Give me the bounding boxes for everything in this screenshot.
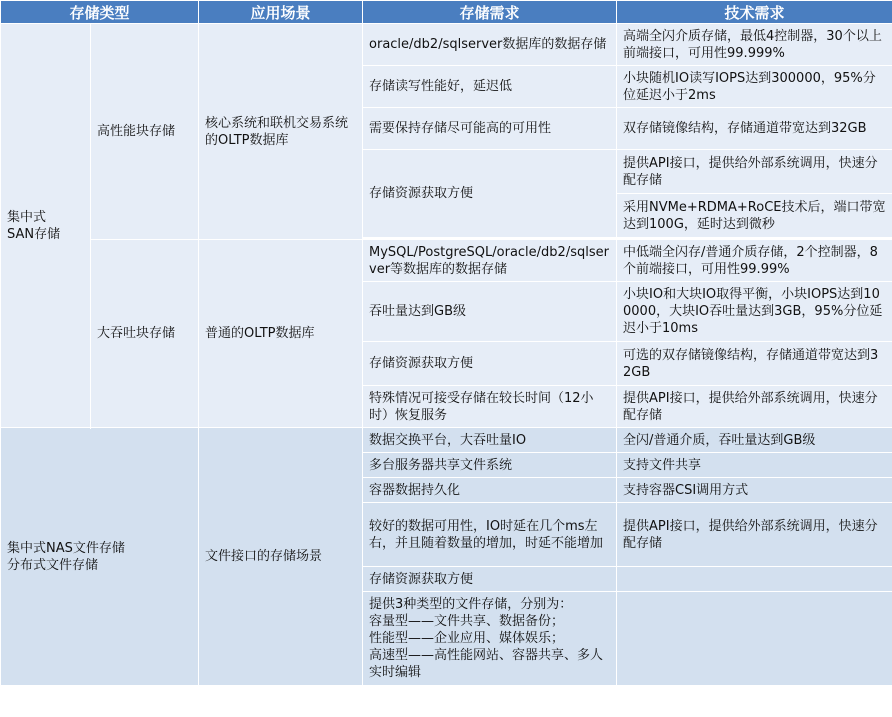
tech-need-cell: 支持容器CSI调用方式 [617, 478, 892, 503]
storage-need-cell: 存储资源获取方便 [363, 150, 617, 238]
tech-need-cell: 小块IO和大块IO取得平衡，小块IOPS达到100000，大块IO吞吐量达到3GB，95%分位延迟小于10ms [617, 282, 892, 342]
storage-type-cell: 集中式NAS文件存储 分布式文件存储 [1, 428, 199, 686]
tech-need-cell: 可选的双存储镜像结构，存储通道带宽达到32GB [617, 342, 892, 386]
scene-cell: 核心系统和联机交易系统的OLTP数据库 [199, 24, 363, 240]
storage-need-cell: 较好的数据可用性，IO时延在几个ms左右，并且随着数量的增加，时延不能增加 [363, 503, 617, 567]
tech-need-cell: 采用NVMe+RDMA+RoCE技术后，端口带宽达到100G，延时达到微秒 [617, 194, 892, 238]
storage-need-cell: 吞吐量达到GB级 [363, 282, 617, 342]
storage-need-cell: MySQL/PostgreSQL/oracle/db2/sqlserver等数据库的数据存储 [363, 240, 617, 282]
tech-need-cell: 双存储镜像结构，存储通道带宽达到32GB [617, 108, 892, 150]
header-row [1, 1, 892, 24]
tech-need-cell [617, 567, 892, 592]
tech-need-cell: 提供API接口，提供给外部系统调用，快速分配存储 [617, 386, 892, 428]
storage-need-cell: 存储读写性能好，延迟低 [363, 66, 617, 108]
tech-need-cell: 高端全闪介质存储，最低4控制器，30个以上前端接口，可用性99.999% [617, 24, 892, 66]
storage-need-cell: 数据交换平台，大吞吐量IO [363, 428, 617, 453]
tech-need-cell: 支持文件共享 [617, 453, 892, 478]
table-row [1, 24, 892, 66]
storage-subtype-cell: 大吞吐块存储 [91, 240, 199, 428]
header-tech-need: 技术需求 [617, 1, 892, 24]
nas-section [1, 428, 892, 686]
header-scene: 应用场景 [199, 1, 363, 24]
storage-need-cell: 多台服务器共享文件系统 [363, 453, 617, 478]
storage-need-cell: oracle/db2/sqlserver数据库的数据存储 [363, 24, 617, 66]
storage-need-cell: 需要保持存储尽可能高的可用性 [363, 108, 617, 150]
tech-need-cell: 小块随机IO读写IOPS达到300000，95%分位延迟小于2ms [617, 66, 892, 108]
scene-cell: 文件接口的存储场景 [199, 428, 363, 686]
header-storage-need: 存储需求 [363, 1, 617, 24]
tech-need-cell: 全闪/普通介质，吞吐量达到GB级 [617, 428, 892, 453]
tech-need-cell [617, 592, 892, 686]
storage-need-cell: 特殊情况可接受存储在较长时间（12小时）恢复服务 [363, 386, 617, 428]
storage-need-cell: 存储资源获取方便 [363, 567, 617, 592]
tech-need-cell: 中低端全闪存/普通介质存储，2个控制器，8个前端接口，可用性99.99% [617, 240, 892, 282]
tech-need-cell: 提供API接口，提供给外部系统调用，快速分配存储 [617, 150, 892, 194]
storage-subtype-cell: 高性能块存储 [91, 24, 199, 240]
table-row [1, 240, 892, 282]
storage-type-cell: 集中式 SAN存储 [1, 24, 91, 428]
table-row [1, 428, 892, 453]
storage-need-cell: 提供3种类型的文件存储，分别为： 容量型——文件共享、数据备份； 性能型——企业应用、媒体娱乐； 高速型——高性能网站、容器共享、多人实时编辑 [363, 592, 617, 686]
storage-need-cell: 容器数据持久化 [363, 478, 617, 503]
scene-cell: 普通的OLTP数据库 [199, 240, 363, 428]
san-section [1, 24, 892, 428]
storage-need-cell: 存储资源获取方便 [363, 342, 617, 386]
header-storage-type: 存储类型 [1, 1, 199, 24]
tech-need-cell: 提供API接口，提供给外部系统调用，快速分配存储 [617, 503, 892, 567]
